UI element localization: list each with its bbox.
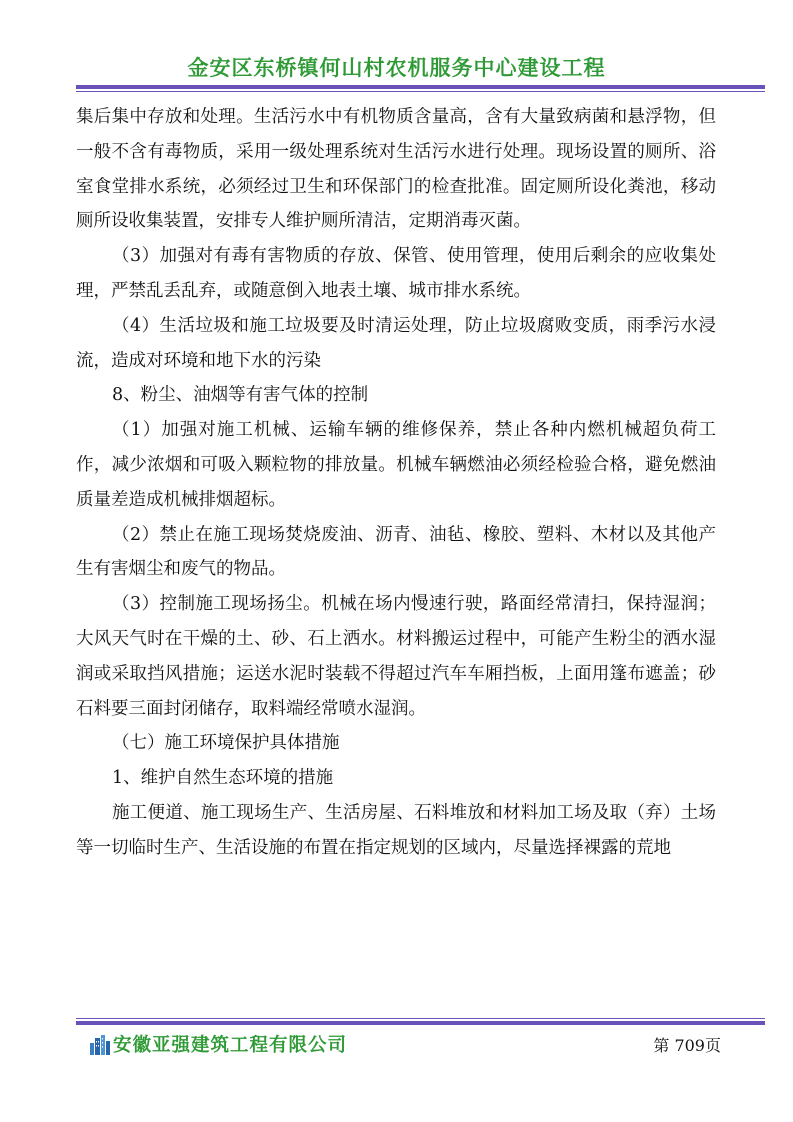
paragraph-10: 施工便道、施工现场生产、生活房屋、石料堆放和材料加工场及取（弃）土场等一切临时生产、生活设施的布置在指定规划的区域内，尽量选择裸露的荒地 [76,802,716,858]
paragraph-3: （4）生活垃圾和施工垃圾要及时清运处理，防止垃圾腐败变质，雨季污水浸流，造成对环境和地下水的污染 [76,315,716,371]
section-heading-8: 8、粉尘、油烟等有害气体的控制 [112,385,369,406]
section-heading-7: （七）施工环境保护具体措施 [112,733,340,754]
subsection-heading-1: 1、维护自然生态环境的措施 [112,768,334,789]
paragraph-5: （1）加强对施工机械、运输车辆的维修保养，禁止各种内燃机械超负荷工作，减少浓烟和可吸入颗粒物的排放量。机械车辆燃油必须经检验合格，避免燃油质量差造成机械排烟超标。 [76,420,716,510]
footer-company-name: 安徽亚强建筑工程有限公司 [113,1035,348,1056]
page-header-title: 金安区东桥镇何山村农机服务中心建设工程 [187,56,606,80]
header-rule-thick [76,85,765,89]
footer-page-number: 第 709页 [653,1036,721,1055]
footer-rule-thin [76,1018,765,1019]
header-rule-thin [76,91,765,92]
paragraph-6: （2）禁止在施工现场焚烧废油、沥青、油毡、橡胶、塑料、木材以及其他产生有害烟尘和废气的物品。 [76,524,716,580]
footer-rule-thick [76,1021,765,1025]
paragraph-2: （3）加强对有毒有害物质的存放、保管、使用管理，使用后剩余的应收集处理，严禁乱丢乱弃，或随意倒入地表土壤、城市排水系统。 [76,246,716,301]
paragraph-7: （3）控制施工现场扬尘。机械在场内慢速行驶，路面经常清扫，保持湿润；大风天气时在干燥的土、砂、石上洒水。材料搬运过程中，可能产生粉尘的洒水湿润或采取挡风措施；运送水泥时装载不得超过汽车车厢挡板，上面用篷布遮盖；砂石料要三面封闭储存，取料端经常喷水湿润。 [76,594,716,719]
document-body [76,100,716,866]
paragraph-1: 集后集中存放和处理。生活污水中有机物质含量高，含有大量致病菌和悬浮物，但一般不含有毒物质，采用一级处理系统对生活污水进行处理。现场设置的厕所、浴室食堂排水系统，必须经过卫生和环保部门的检查批准。固定厕所设化粪池，移动厕所设收集装置，安排专人维护厕所清洁，定期消毒灭菌。 [76,107,716,232]
building-logo-icon [89,1035,111,1055]
